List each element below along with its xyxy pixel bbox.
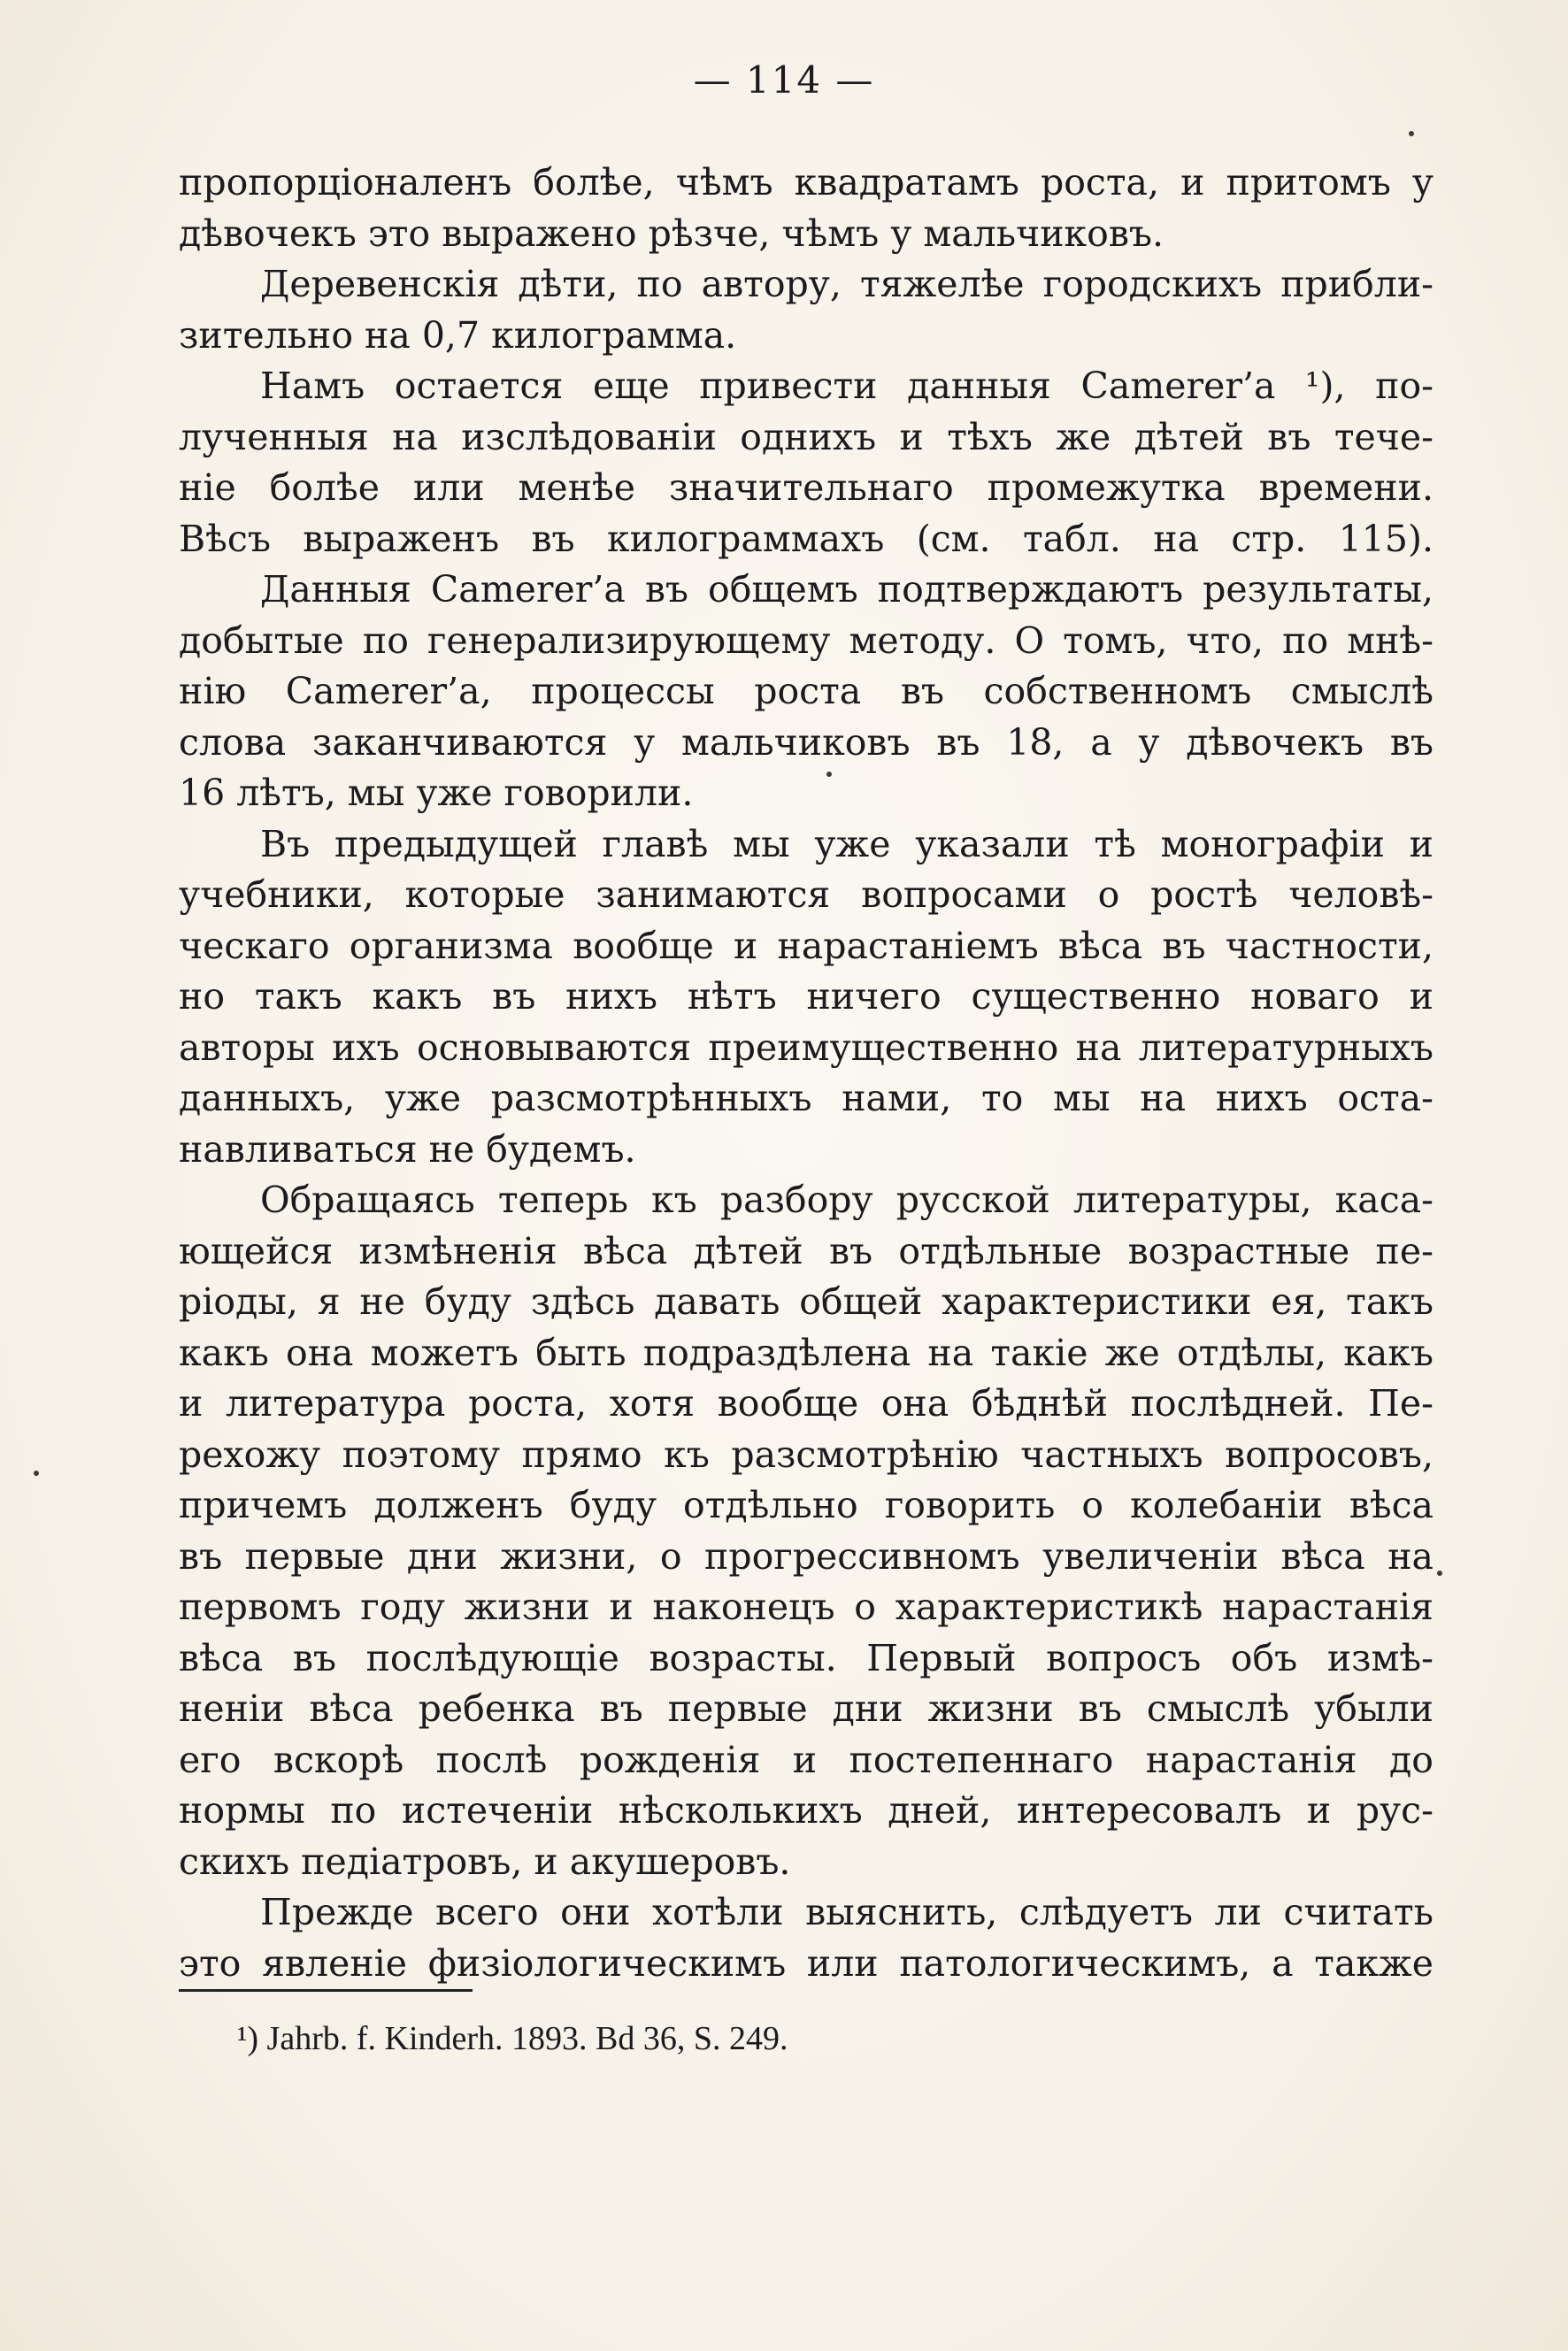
scan-speck — [1437, 1571, 1442, 1576]
paragraph — [179, 565, 1433, 819]
text-line: какъ она можетъ быть подраздѣлена на такіе же отдѣлы, какъ — [179, 1331, 1433, 1374]
text-line: данныхъ, уже разсмотрѣнныхъ нами, то мы на нихъ оста- — [179, 1077, 1433, 1119]
text-line: навливаться не будемъ. — [179, 1127, 636, 1171]
text-line: причемъ долженъ буду отдѣльно говорить о колебаніи вѣса — [179, 1484, 1433, 1526]
paragraph — [179, 361, 1433, 565]
text-line: это явленіе физіологическимъ или патологическимъ, а также — [179, 1941, 1433, 1985]
text-line: Въ предыдущей главѣ мы уже указали тѣ монографіи и — [260, 822, 1433, 865]
text-line: нію Camerer’a, процессы роста въ собственномъ смыслѣ — [179, 670, 1433, 712]
scan-speck — [826, 772, 832, 777]
text-line: слова заканчиваются у мальчиковъ въ 18, а у дѣвочекъ въ — [179, 720, 1433, 764]
text-line: дѣвочекъ это выражено рѣзче, чѣмъ у мальчиковъ. — [179, 211, 1164, 255]
text-line: Обращаясь теперь къ разбору русской литературы, каса- — [260, 1179, 1433, 1221]
text-line: неніи вѣса ребенка въ первые дни жизни въ смыслѣ убыли — [179, 1687, 1433, 1730]
text-line: зительно на 0,7 килограмма. — [179, 313, 737, 357]
text-line: учебники, которые занимаются вопросами о ростѣ человѣ- — [179, 873, 1433, 916]
scan-speck — [1409, 131, 1414, 136]
scan-speck — [34, 1471, 39, 1476]
paragraph — [179, 1175, 1433, 1887]
text-line: но такъ какъ въ нихъ нѣтъ ничего существенно новаго и — [179, 975, 1433, 1018]
page-number: — 114 — — [693, 58, 875, 102]
text-line: Деревенскія дѣти, по автору, тяжелѣе городскихъ прибли- — [260, 263, 1433, 305]
text-line: въ первые дни жизни, о прогрессивномъ увеличеніи вѣса на — [179, 1534, 1433, 1578]
text-line: рехожу поэтому прямо къ разсмотрѣнію частныхъ вопросовъ, — [179, 1433, 1433, 1476]
text-line: нормы по истеченіи нѣсколькихъ дней, интересовалъ и рус- — [179, 1789, 1433, 1832]
text-line: его вскорѣ послѣ рожденія и постепеннаго нарастанія до — [179, 1738, 1433, 1781]
text-line: лученныя на изслѣдованіи однихъ и тѣхъ же дѣтей въ тече- — [179, 415, 1433, 458]
text-line: Намъ остается еще привести данныя Camerer’a ¹), по- — [260, 365, 1433, 407]
text-line: Данныя Camerer’a въ общемъ подтверждаютъ результаты, — [260, 568, 1433, 611]
text-line: авторы ихъ основываются преимущественно на литературныхъ — [179, 1026, 1433, 1069]
text-line: скихъ педіатровъ, и акушеровъ. — [179, 1840, 791, 1883]
body-text — [179, 158, 1433, 1989]
text-line: и литература роста, хотя вообще она бѣднѣй послѣдней. Пе- — [179, 1382, 1433, 1425]
footnote-divider — [179, 1989, 473, 1992]
text-line: вѣса въ послѣдующіе возрасты. Первый вопросъ объ измѣ- — [179, 1636, 1433, 1679]
paragraph — [179, 259, 1433, 361]
text-line: 16 лѣтъ, мы уже говорили. — [179, 772, 694, 814]
text-line: ющейся измѣненія вѣса дѣтей въ отдѣльные возрастные пе- — [179, 1229, 1433, 1272]
text-line: Вѣсъ выраженъ въ килограммахъ (см. табл. на стр. 115). — [179, 517, 1433, 560]
text-line: пропорціоналенъ болѣе, чѣмъ квадратамъ роста, и притомъ у — [179, 161, 1433, 204]
text-line: первомъ году жизни и наконецъ о характеристикѣ нарастанія — [179, 1586, 1433, 1628]
text-line: Прежде всего они хотѣли выяснить, слѣдуетъ ли считать — [260, 1891, 1433, 1933]
paragraph — [179, 158, 1433, 259]
text-line: ріоды, я не буду здѣсь давать общей характеристики ея, такъ — [179, 1280, 1433, 1323]
paragraph — [179, 819, 1433, 1176]
footnote: ¹) Jahrb. f. Kinderh. 1893. Bd 36, S. 249. — [237, 2020, 788, 2057]
text-line: ніе болѣе или менѣе значительнаго промежутка времени. — [179, 466, 1433, 509]
text-line: добытые по генерализирующему методу. О томъ, что, по мнѣ- — [179, 618, 1433, 662]
text-line: ческаго организма вообще и нарастаніемъ вѣса въ частности, — [179, 924, 1433, 967]
paragraph — [179, 1887, 1433, 1989]
